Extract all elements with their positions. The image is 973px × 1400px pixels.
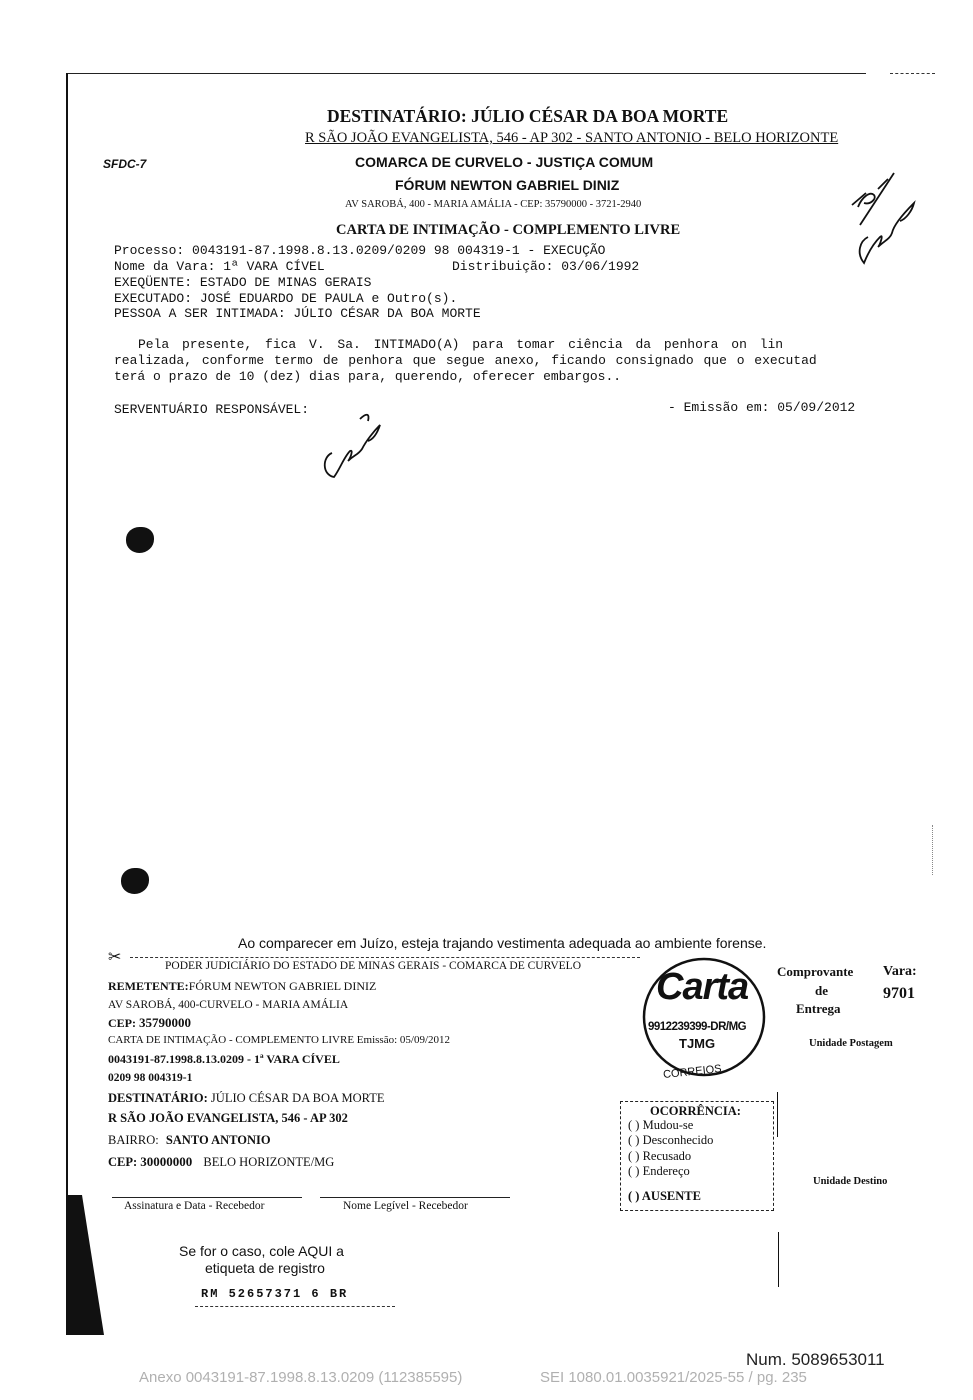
bairro-line bbox=[108, 1133, 271, 1148]
bairro-value: SANTO ANTONIO bbox=[165, 1133, 271, 1147]
left-border bbox=[66, 73, 68, 1243]
assinatura-line bbox=[112, 1197, 302, 1198]
ocorrencia-mudou[interactable]: ( ) Mudou-se bbox=[628, 1118, 694, 1132]
etiqueta-instruction-1: Se for o caso, cole AQUI a bbox=[179, 1243, 344, 1259]
nome-legivel-label: Nome Legível - Recebedor bbox=[343, 1200, 468, 1212]
remetente-label: REMETENTE: bbox=[108, 979, 189, 993]
dress-code-notice: Ao comparecer em Juízo, esteja trajando vestimenta adequada ao ambiente forense. bbox=[238, 935, 767, 951]
destinatario-line bbox=[108, 1091, 385, 1106]
ocorrencia-right-bar bbox=[777, 1092, 778, 1137]
cut-line bbox=[130, 957, 640, 958]
faint-dotted-mark bbox=[932, 825, 934, 875]
vara-line: Nome da Vara: 1ª VARA CÍVEL bbox=[114, 259, 325, 274]
body-line-1: Pela presente, fica V. Sa. INTIMADO(A) para tomar ciência da penhora on lin bbox=[138, 337, 784, 352]
cidade-value: BELO HORIZONTE/MG bbox=[203, 1155, 335, 1169]
processo-line: Processo: 0043191-87.1998.8.13.0209/0209 98 004319-1 - EXECUÇÃO bbox=[114, 243, 606, 258]
stamp-tjmg: TJMG bbox=[679, 1036, 716, 1051]
cep2-value: 30000000 bbox=[140, 1154, 193, 1169]
cep-value: 35790000 bbox=[139, 1015, 191, 1030]
dest-value: JÚLIO CÉSAR DA BOA MORTE bbox=[210, 1091, 385, 1105]
punch-hole-mark bbox=[126, 527, 154, 553]
processo-numero bbox=[108, 1052, 340, 1067]
cep2-label: CEP: bbox=[108, 1155, 138, 1169]
bairro-label: BAIRRO: bbox=[108, 1133, 159, 1147]
punch-hole-mark bbox=[121, 868, 149, 894]
serventuario-label: SERVENTUÁRIO RESPONSÁVEL: bbox=[114, 402, 310, 417]
top-border-dash bbox=[890, 73, 935, 74]
intimada-line: PESSOA A SER INTIMADA: JÚLIO CÉSAR DA BOA MORTE bbox=[114, 306, 481, 321]
footer-sei: SEI 1080.01.0035921/2025-55 / pg. 235 bbox=[540, 1369, 807, 1386]
stamp-number: 9912239399-DR/MG bbox=[648, 1021, 747, 1033]
vara-value: 9701 bbox=[883, 985, 915, 1002]
sfdc-code: SFDC-7 bbox=[103, 157, 147, 171]
stamp-carta: Carta bbox=[656, 966, 749, 1008]
poder-judiciario: PODER JUDICIÁRIO DO ESTADO DE MINAS GERAIS - COMARCA DE CURVELO bbox=[165, 960, 582, 972]
executado-line: EXECUTADO: JOSÉ EDUARDO DE PAULA e Outro(s). bbox=[114, 291, 458, 306]
dest-label: DESTINATÁRIO: bbox=[108, 1091, 208, 1105]
processo-vara: - 1ª VARA CÍVEL bbox=[247, 1052, 340, 1066]
document-title: CARTA DE INTIMAÇÃO - COMPLEMENTO LIVRE bbox=[336, 222, 681, 238]
forum-title: FÓRUM NEWTON GABRIEL DINIZ bbox=[395, 177, 620, 193]
destinatario-title: DESTINATÁRIO: JÚLIO CÉSAR DA BOA MORTE bbox=[327, 106, 729, 126]
destinatario-address: R SÃO JOÃO EVANGELISTA, 546 - AP 302 - SANTO ANTONIO - BELO HORIZONTE bbox=[305, 130, 839, 146]
top-border bbox=[66, 73, 866, 74]
emissao-date: - Emissão em: 05/09/2012 bbox=[668, 400, 856, 415]
registro-rm: RM 52657371 6 BR bbox=[201, 1287, 349, 1301]
ocorrencia-recusado[interactable]: ( ) Recusado bbox=[628, 1149, 692, 1163]
remetente-line bbox=[108, 979, 376, 994]
assinatura-label: Assinatura e Data - Recebedor bbox=[124, 1200, 265, 1212]
cep-cidade-line bbox=[108, 1154, 334, 1170]
comprovante-title-2: de bbox=[815, 983, 828, 998]
ocorrencia-endereco[interactable]: ( ) Endereço bbox=[628, 1164, 690, 1178]
remetente-address: AV SAROBÁ, 400-CURVELO - MARIA AMÁLIA bbox=[108, 999, 349, 1011]
comprovante-title-3: Entrega bbox=[796, 1001, 841, 1016]
ocorrencia-ausente[interactable]: ( ) AUSENTE bbox=[628, 1189, 701, 1203]
exequente-line: EXEQÜENTE: ESTADO DE MINAS GERAIS bbox=[114, 275, 372, 290]
unidade-postagem: Unidade Postagem bbox=[809, 1038, 893, 1049]
etiqueta-dash-line bbox=[195, 1306, 395, 1307]
ocorrencia-title: OCORRÊNCIA: bbox=[650, 1104, 741, 1118]
left-black-wedge bbox=[60, 1195, 110, 1335]
body-line-2: realizada, conforme termo de penhora que segue anexo, ficando consignado que o executad bbox=[114, 353, 817, 368]
scissors-icon: ✂ bbox=[108, 947, 122, 966]
body-line-3: terá o prazo de 10 (dez) dias para, querendo, oferecer embargos.. bbox=[114, 369, 622, 384]
footer-num: Num. 5089653011 bbox=[746, 1350, 885, 1369]
processo-antigo: 0209 98 004319-1 bbox=[108, 1072, 193, 1084]
stamp-correios: CORREIOS bbox=[662, 1062, 723, 1082]
footer-anexo: Anexo 0043191-87.1998.8.13.0209 (112385595) bbox=[139, 1369, 463, 1386]
forum-address: AV SAROBÁ, 400 - MARIA AMÁLIA - CEP: 35790000 - 3721-2940 bbox=[345, 199, 642, 210]
distribuicao-line: Distribuição: 03/06/1992 bbox=[452, 259, 640, 274]
handwritten-page-number bbox=[838, 165, 933, 275]
processo-num: 0043191-87.1998.8.13.0209 bbox=[108, 1052, 244, 1066]
destinatario-address-2: R SÃO JOÃO EVANGELISTA, 546 - AP 302 bbox=[108, 1111, 348, 1125]
ocorrencia-desconhecido[interactable]: ( ) Desconhecido bbox=[628, 1133, 714, 1147]
carta-emissao: CARTA DE INTIMAÇÃO - COMPLEMENTO LIVRE Emissão: 05/09/2012 bbox=[108, 1034, 450, 1046]
etiqueta-right-line bbox=[778, 1232, 779, 1287]
etiqueta-instruction-2: etiqueta de registro bbox=[205, 1260, 325, 1276]
comarca-title: COMARCA DE CURVELO - JUSTIÇA COMUM bbox=[355, 154, 654, 170]
serventuario-signature bbox=[312, 405, 392, 485]
cep-label: CEP: bbox=[108, 1016, 136, 1030]
nome-legivel-line bbox=[320, 1197, 510, 1198]
remetente-cep bbox=[108, 1015, 191, 1031]
comprovante-title-1: Comprovante bbox=[777, 964, 854, 979]
unidade-destino: Unidade Destino bbox=[813, 1176, 888, 1187]
remetente-value: FÓRUM NEWTON GABRIEL DINIZ bbox=[188, 979, 377, 993]
vara-label: Vara: bbox=[883, 964, 917, 979]
